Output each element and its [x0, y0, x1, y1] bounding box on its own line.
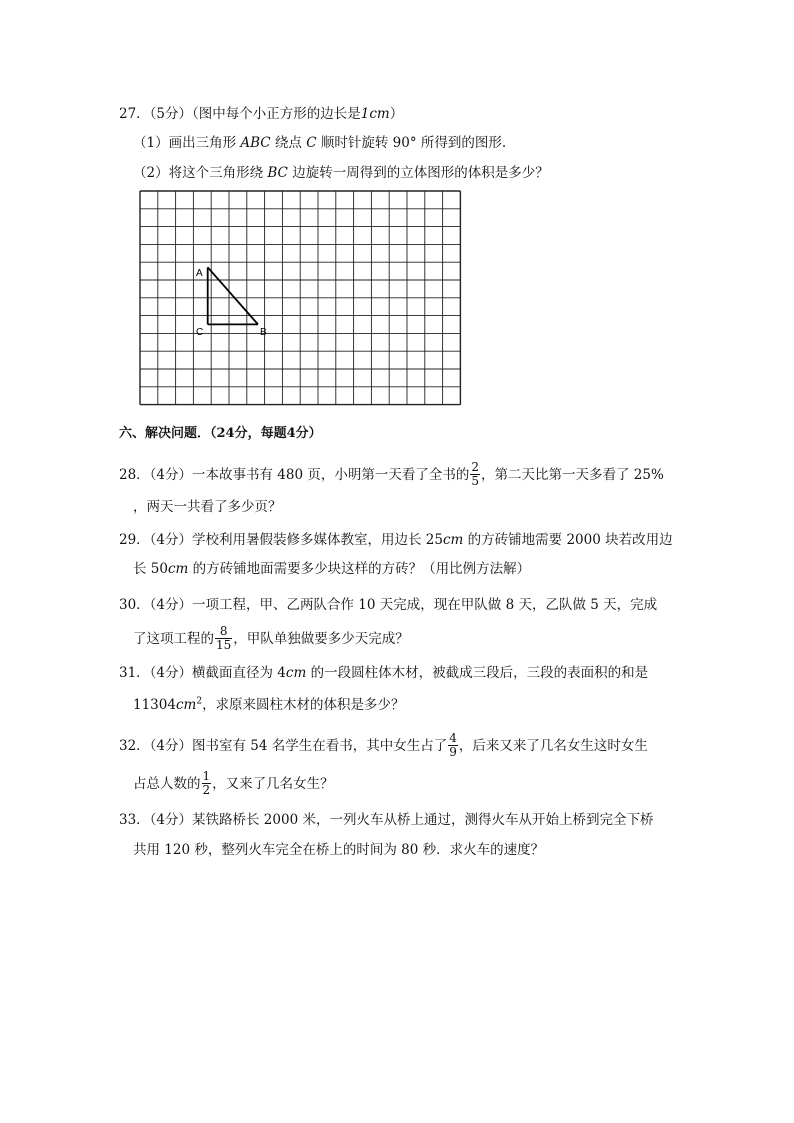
- vertex-label-a: A: [196, 268, 203, 279]
- fraction: $\frac{2}{5}$: [471, 460, 480, 488]
- q27-sub2: （2）将这个三角形绕 BC 边旋转一周得到的立体图形的体积是多少？: [133, 165, 549, 181]
- q28-line1: 28．（4分）一本故事书有 480 页，小明第一天看了全书的 $\frac{2}{5}$ ，第二天比第一天多看了 25%: [119, 460, 664, 488]
- square-grid-figure: [139, 190, 465, 415]
- q31-line1: 31．（4分）横截面直径为 4cm 的一段圆柱体木材，被截成三段后，三段的表面积的和是: [119, 665, 649, 681]
- fraction: $\frac{8}{15}$: [216, 624, 232, 652]
- section-title: 六、解决问题．（24分，每题4分）: [119, 426, 322, 441]
- q32-line1: 32．（4分）图书室有 54 名学生在看书，其中女生占了 $\frac{4}{9}$ ，后来又来了几名女生这时女生: [119, 731, 648, 759]
- q29-line1: 29．（4分）学校利用暑假装修多媒体教室，用边长 25cm 的方砖铺地需要 2000 块若改用边: [119, 532, 673, 548]
- q32-line2: 占总人数的 $\frac{1}{2}$ ，又来了几名女生？: [133, 769, 334, 797]
- grid-lines: [140, 191, 460, 405]
- q30-line1: 30．（4分）一项工程，甲、乙两队合作 10 天完成，现在甲队做 8 天，乙队做 5 天，完成: [119, 597, 658, 613]
- fraction: $\frac{1}{2}$: [202, 769, 211, 797]
- unit-cm: 1cm: [360, 106, 390, 122]
- q27-heading: 27．（5分）（图中每个小正方形的边长是1cm）: [119, 106, 404, 122]
- vertex-label-c: C: [196, 327, 204, 338]
- fraction: $\frac{4}{9}$: [449, 731, 457, 759]
- q30-line2: 了这项工程的 $\frac{8}{15}$ ，甲队单独做要多少天完成？: [133, 624, 409, 652]
- q33-line2: 共用 120 秒，整列火车完全在桥上的时间为 80 秒．求火车的速度？: [133, 842, 545, 858]
- q31-line2: $11304cm^2$，求原来圆柱木材的体积是多少？: [133, 696, 405, 713]
- q27-sub1: （1）画出三角形 ABC 绕点 C 顺时针旋转 90° 所得到的图形.: [133, 135, 507, 151]
- q28-line2: ，两天一共看了多少页？: [133, 499, 282, 515]
- vertex-label-b: B: [260, 327, 267, 338]
- q29-line2: 长 50cm 的方砖铺地面需要多少块这样的方砖？（用比例方法解）: [133, 561, 531, 577]
- q33-line1: 33．（4分）某铁路桥长 2000 米，一列火车从桥上通过，测得火车从开始上桥到完全下桥: [119, 812, 654, 828]
